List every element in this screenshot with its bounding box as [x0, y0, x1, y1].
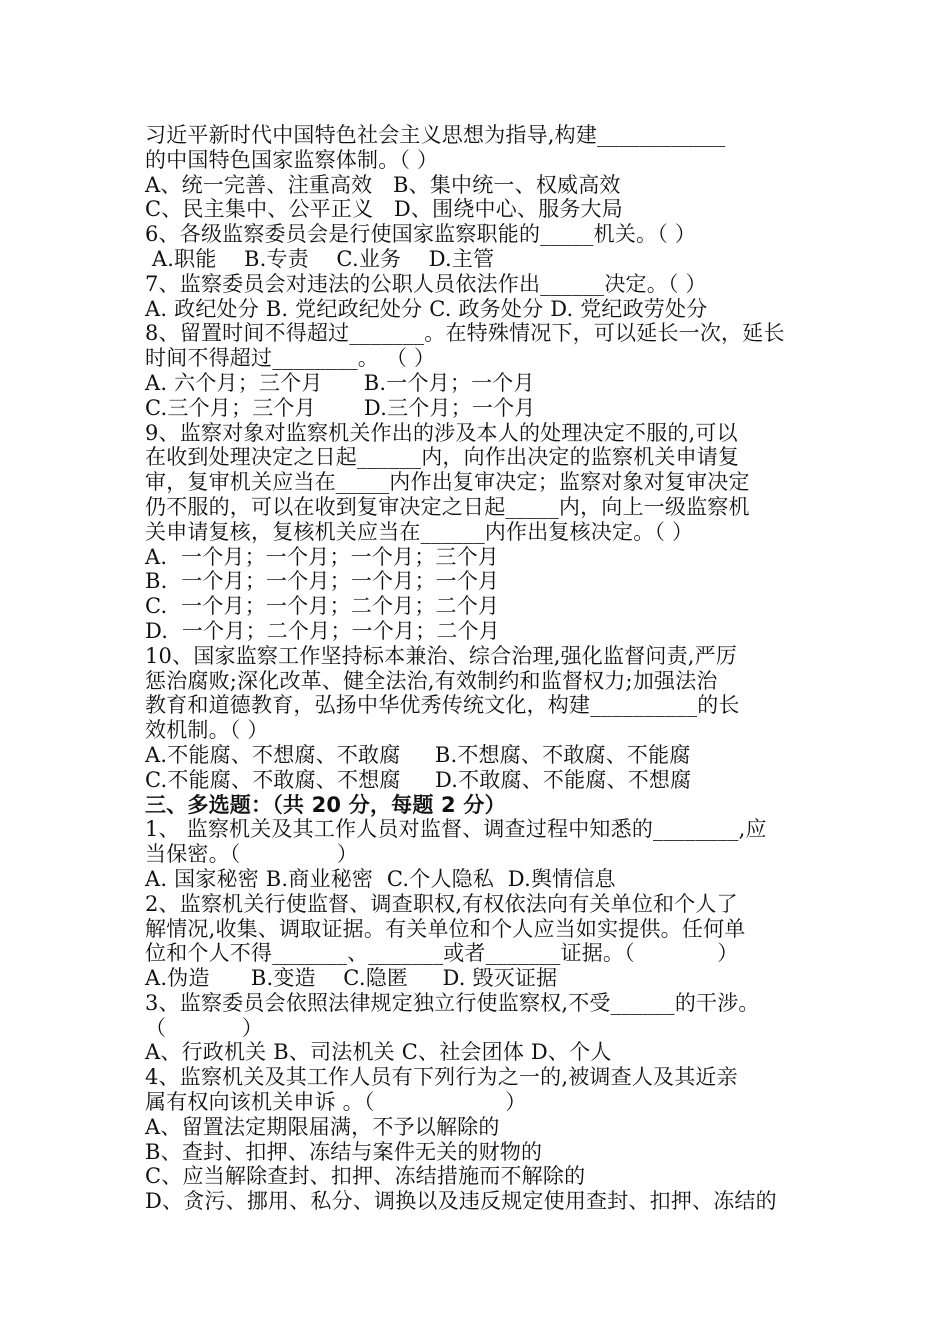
- text-line: A. 六个月；三个月 B.一个月；一个月: [145, 370, 535, 395]
- text-line: 9、监察对象对监察机关作出的涉及本人的处理决定不服的,可以: [145, 420, 738, 445]
- text-line: A. 国家秘密 B.商业秘密 C.个人隐私 D.舆情信息: [145, 866, 616, 891]
- text-line: 8、留置时间不得超过_______。在特殊情况下，可以延长一次，延长: [145, 321, 785, 346]
- text-line: D. 一个月；二个月；一个月；二个月: [145, 618, 500, 643]
- text-line: 仍不服的，可以在收到复审决定之日起_____内，向上一级监察机: [145, 494, 750, 519]
- text-line: B. 一个月；一个月；一个月；一个月: [145, 569, 500, 594]
- text-line: D、贪污、挪用、私分、调换以及违反规定使用查封、扣押、冻结的: [145, 1189, 777, 1214]
- text-line: A.伪造 B.变造 C.隐匿 D. 毁灭证据: [145, 966, 558, 991]
- text-line: 在收到处理决定之日起______内，向作出决定的监察机关申请复: [145, 445, 740, 470]
- text-line: 效机制。（ ）: [145, 718, 269, 743]
- exam-document-body: [145, 123, 813, 1214]
- text-line: 当保密。（ ）: [145, 842, 358, 867]
- text-line: 关申请复核，复核机关应当在______内作出复核决定。（ ）: [145, 519, 694, 544]
- text-line: 7、监察委员会对违法的公职人员依法作出______决定。（ ）: [145, 271, 707, 296]
- text-line: 10、国家监察工作坚持标本兼治、综合治理,强化监督问责,严厉: [145, 643, 738, 668]
- text-line: A.职能 B.专责 C.业务 D.主管: [145, 246, 495, 271]
- text-line: B、查封、扣押、冻结与案件无关的财物的: [145, 1139, 543, 1164]
- text-line: A、留置法定期限届满，不予以解除的: [145, 1114, 500, 1139]
- text-line: （ ）: [145, 1015, 264, 1040]
- text-line: A. 政纪处分 B. 党纪政纪处分 C. 政务处分 D. 党纪政劳处分: [145, 296, 708, 321]
- text-line: A. 一个月；一个月；一个月；三个月: [145, 544, 499, 569]
- text-line: 教育和道德教育，弘扬中华优秀传统文化，构建__________的长: [145, 693, 740, 718]
- text-line: 习近平新时代中国特色社会主义思想为指导,构建____________: [145, 123, 726, 147]
- section-heading: 三、多选题：（共 20 分，每题 2 分）: [145, 792, 506, 817]
- text-line: A、统一完善、注重高效 B、集中统一、权威高效: [145, 172, 621, 197]
- text-line: 属有权向该机关申诉 。（ ）: [145, 1090, 527, 1115]
- text-line: C、民主集中、公平正义 D、围绕中心、服务大局: [145, 197, 623, 222]
- text-line: C、应当解除查封、扣押、冻结措施而不解除的: [145, 1164, 586, 1189]
- text-line: 时间不得超过________。 （ ）: [145, 346, 436, 371]
- text-line: 6、各级监察委员会是行使国家监察职能的_____机关。（ ）: [145, 222, 697, 247]
- text-line: 审，复审机关应当在_____内作出复审决定；监察对象对复审决定: [145, 470, 750, 495]
- text-line: 2、监察机关行使监督、调查职权,有权依法向有关单位和个人了: [145, 891, 738, 916]
- text-line: 的中国特色国家监察体制。（ ）: [145, 147, 439, 172]
- text-line: C.三个月；三个月 D.三个月；一个月: [145, 395, 536, 420]
- text-line: 1、 监察机关及其工作人员对监督、调查过程中知悉的________,应: [145, 817, 767, 842]
- text-line: 解情况,收集、调取证据。有关单位和个人应当如实提供。任何单: [145, 916, 746, 941]
- text-line: 4、监察机关及其工作人员有下列行为之一的,被调查人及其近亲: [145, 1065, 738, 1090]
- text-line: 惩治腐败;深化改革、健全法治,有效制约和监督权力;加强法治: [145, 668, 718, 693]
- text-line: C.不能腐、不敢腐、不想腐 D.不敢腐、不能腐、不想腐: [145, 767, 692, 792]
- text-line: A、行政机关 B、司法机关 C、社会团体 D、个人: [145, 1040, 612, 1065]
- text-line: C. 一个月；一个月；二个月；二个月: [145, 594, 500, 619]
- text-line: 3、监察委员会依照法律规定独立行使监察权,不受______的干涉。: [145, 990, 760, 1015]
- text-line: A.不能腐、不想腐、不敢腐 B.不想腐、不敢腐、不能腐: [145, 742, 691, 767]
- text-line: 位和个人不得_______、_______或者_______证据。（ ）: [145, 941, 739, 966]
